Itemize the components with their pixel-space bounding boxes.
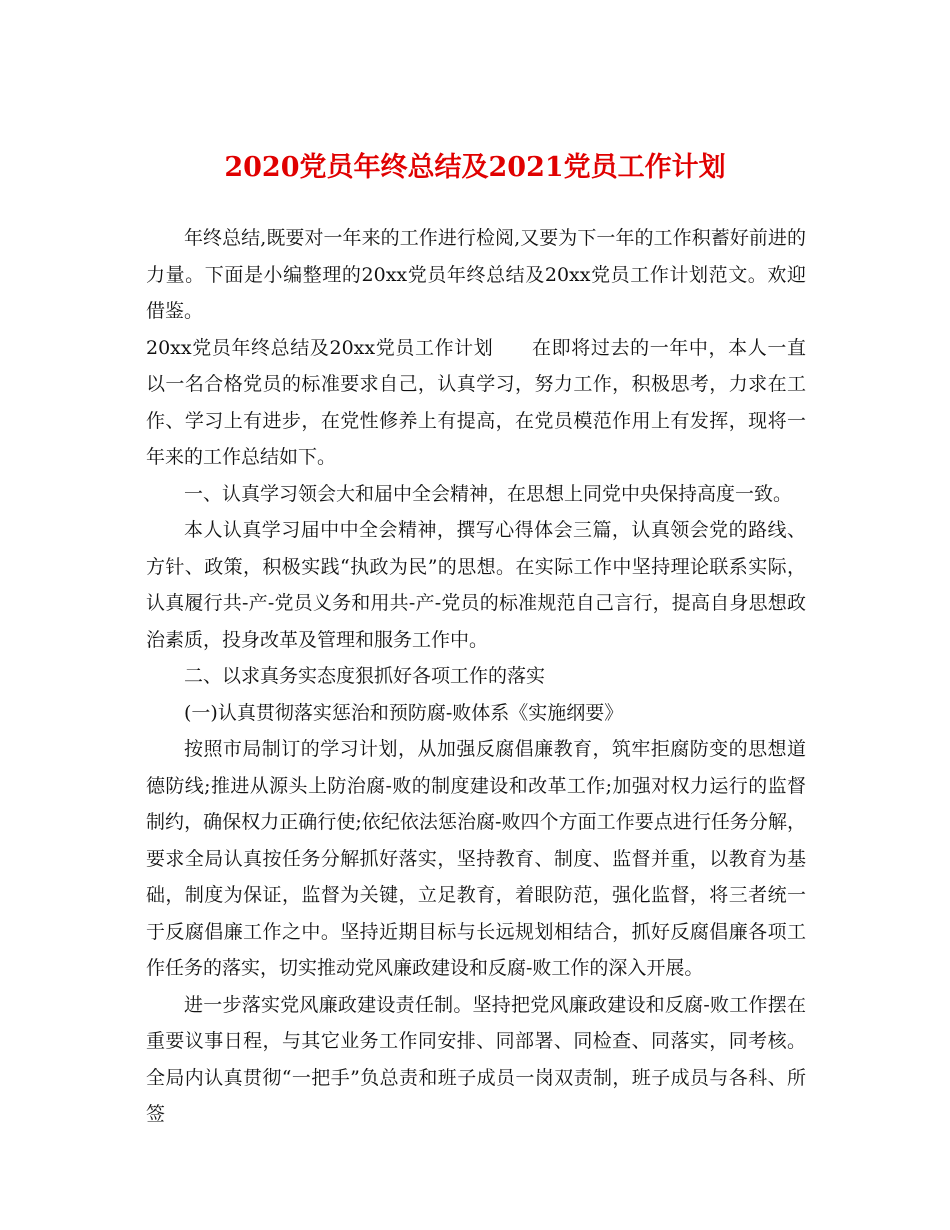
document-title: 2020党员年终总结及2021党员工作计划 — [224, 152, 726, 183]
section-heading-2: 二、以求真务实态度狠抓好各项工作的落实 — [184, 665, 546, 687]
inline-subtitle: 20xx党员年终总结及20xx党员工作计划 — [146, 336, 494, 359]
paragraph-opening: 在即将过去的一年中，本人一直以一名合格党员的标准要求自己，认真学习，努力工作，积极思考，力求在工作、学习上有进步，在党性修养上有提高，在党员模范作用上有发挥，现将一年来的工作总结如下。 — [146, 336, 806, 468]
paragraph-responsibility: 进一步落实党风廉政建设责任制。坚持把党风廉政建设和反腐-败工作摆在重要议事日程，与其它业务工作同安排、同部署、同检查、同落实，同考核。全局内认真贯彻“一把手”负总责和班子成员一岗双责制，班子成员与各科、所签 — [146, 993, 806, 1125]
paragraph-study: 本人认真学习届中中全会精神，撰写心得体会三篇，认真领会党的路线、方针、政策，积极实践“执政为民”的思想。在实际工作中坚持理论联系实际，认真履行共-产-党员义务和用共-产-党员的标准规范自己言行，提高自身思想政治素质，投身改革及管理和服务工作中。 — [146, 519, 806, 651]
paragraph-plan: 按照市局制订的学习计划，从加强反腐倡廉教育，筑牢拒腐防变的思想道德防线;推进从源头上防治腐-败的制度建设和改革工作;加强对权力运行的监督制约，确保权力正确行使;依纪依法惩治腐-败四个方面工作要点进行任务分解，要求全局认真按任务分解抓好落实，坚持教育、制度、监督并重，以教育为基础，制度为保证，监督为关键，立足教育，着眼防范，强化监督，将三者统一于反腐倡廉工作之中。坚持近期目标与长远规划相结合，抓好反腐倡廉各项工作任务的落实，切实推动党风廉政建设和反腐-败工作的深入开展。 — [146, 738, 806, 979]
document-body — [146, 220, 806, 1133]
paragraph-heading-line — [146, 330, 806, 476]
subsection-heading-1: (一)认真贯彻落实惩治和预防腐-败体系《实施纲要》 — [184, 701, 624, 724]
paragraph-intro: 年终总结,既要对一年来的工作进行检阅,又要为下一年的工作积蓄好前进的力量。下面是小编整理的20xx党员年终总结及20xx党员工作计划范文。欢迎借鉴。 — [146, 227, 806, 322]
section-heading-1: 一、认真学习领会大和届中全会精神，在思想上同党中央保持高度一致。 — [184, 482, 793, 505]
